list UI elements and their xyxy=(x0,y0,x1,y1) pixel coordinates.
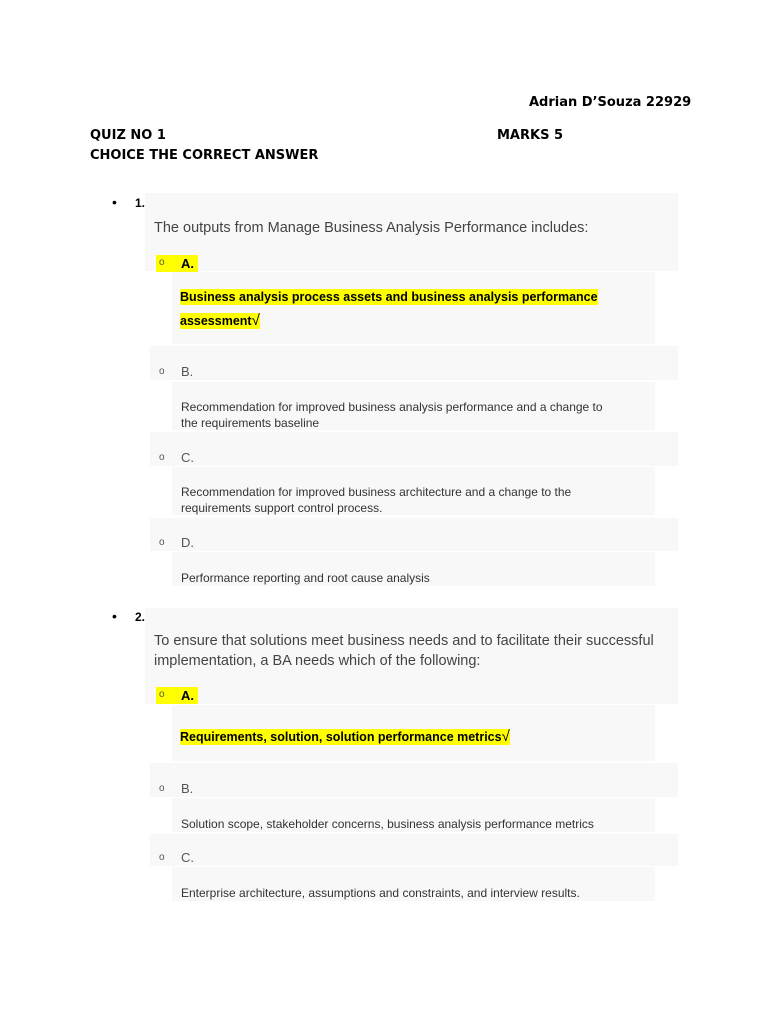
q1-option-a-label[interactable]: A. xyxy=(181,256,194,271)
q1-option-a-line1: Business analysis process assets and business analysis performance xyxy=(180,290,598,304)
q1-option-a-text[interactable] xyxy=(180,286,598,333)
q2-option-c-row-band xyxy=(150,834,678,866)
question-1-text: The outputs from Manage Business Analysis Performance includes: xyxy=(154,220,589,236)
question-1-bullet: • xyxy=(112,194,117,210)
q1-option-b-marker: o xyxy=(159,366,165,377)
q1-option-c-line2: requirements support control process. xyxy=(181,501,383,515)
q1-option-b-label[interactable]: B. xyxy=(181,364,194,379)
q2-option-b-label[interactable]: B. xyxy=(181,781,194,796)
q1-option-b-row-band xyxy=(150,346,678,380)
q2-option-a-label[interactable]: A. xyxy=(181,688,194,703)
q2-option-a-marker: o xyxy=(159,689,165,700)
q1-option-c-text[interactable] xyxy=(181,484,571,516)
correct-check-icon: √ xyxy=(501,728,510,745)
question-2-number: 2. xyxy=(135,610,146,624)
question-2-text xyxy=(154,631,654,671)
question-1-number: 1. xyxy=(135,196,146,210)
q1-option-b-line2: the requirements baseline xyxy=(181,416,320,430)
q1-option-d-text[interactable]: Performance reporting and root cause analysis xyxy=(181,571,430,585)
correct-check-icon: √ xyxy=(251,312,260,329)
q1-option-c-line1: Recommendation for improved business architecture and a change to the xyxy=(181,485,572,499)
student-name-id: Adrian D’Souza 22929 xyxy=(529,95,692,110)
q1-option-c-row-band xyxy=(150,432,678,466)
q1-option-a-line2: assessment xyxy=(180,314,252,328)
q1-option-b-line1: Recommendation for improved business analysis performance and a change to xyxy=(181,400,603,414)
q2-option-a-line1: Requirements, solution, solution performance metrics xyxy=(180,730,502,744)
q2-option-c-marker: o xyxy=(159,852,165,863)
question-2-bullet: • xyxy=(112,608,117,624)
q2-option-b-marker: o xyxy=(159,783,165,794)
instruction-heading: CHOICE THE CORRECT ANSWER xyxy=(90,148,319,163)
question-2-text-line2: implementation, a BA needs which of the following: xyxy=(154,653,481,669)
q1-option-b-text[interactable] xyxy=(181,399,603,431)
quiz-title: QUIZ NO 1 xyxy=(90,128,166,143)
q2-option-b-row-band xyxy=(150,763,678,797)
q1-option-d-marker: o xyxy=(159,537,165,548)
q1-option-a-marker: o xyxy=(159,257,165,268)
q2-option-c-text[interactable]: Enterprise architecture, assumptions and constraints, and interview results. xyxy=(181,886,580,900)
question-2-text-line1: To ensure that solutions meet business needs and to facilitate their successful xyxy=(154,633,654,649)
q2-option-b-text[interactable]: Solution scope, stakeholder concerns, business analysis performance metrics xyxy=(181,817,594,831)
q1-option-d-row-band xyxy=(150,518,678,551)
q1-option-c-marker: o xyxy=(159,452,165,463)
q1-option-d-label[interactable]: D. xyxy=(181,535,194,550)
q1-option-c-label[interactable]: C. xyxy=(181,450,194,465)
marks-label: MARKS 5 xyxy=(497,128,564,143)
q2-option-c-label[interactable]: C. xyxy=(181,850,194,865)
q2-option-a-text[interactable] xyxy=(180,725,510,749)
